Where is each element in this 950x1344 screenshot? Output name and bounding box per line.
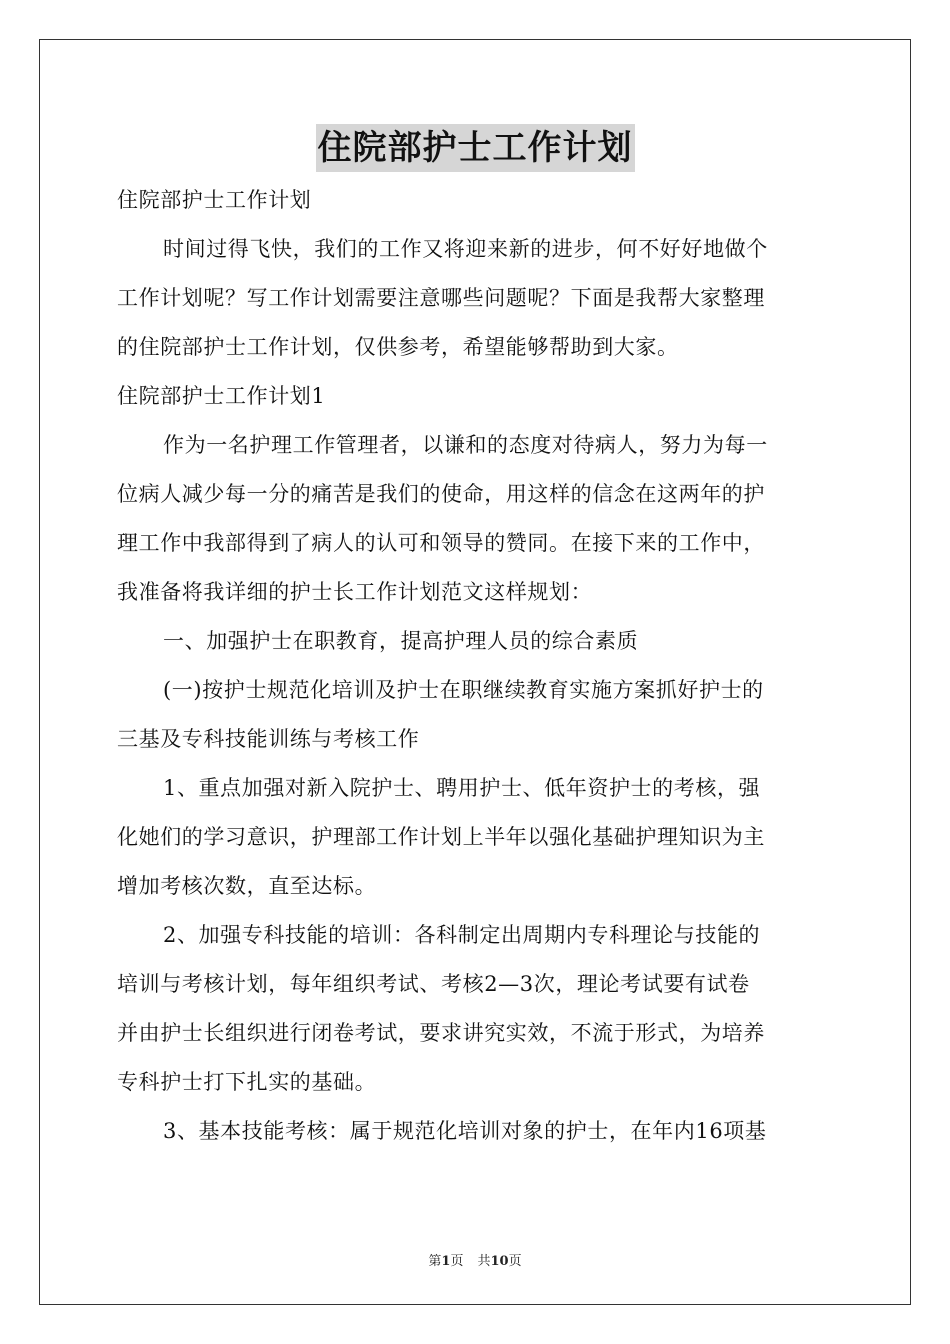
text-line: 理工作中我部得到了病人的认可和领导的赞同。在接下来的工作中，	[117, 531, 765, 555]
page-total-suffix: 页	[508, 1254, 522, 1269]
text-line: 1、重点加强对新入院护士、聘用护士、低年资护士的考核，强	[163, 776, 761, 800]
text-line: 培训与考核计划，每年组织考试、考核2—3次，理论考试要有试卷	[117, 972, 750, 996]
text-line: 住院部护士工作计划1	[117, 384, 326, 408]
text-line: 时间过得飞快，我们的工作又将迎来新的进步，何不好好地做个	[163, 237, 768, 261]
text-line: 三基及专科技能训练与考核工作	[117, 727, 420, 751]
text-line: 一、加强护士在职教育，提高护理人员的综合素质	[163, 629, 639, 653]
page-total-count: 10	[490, 1254, 509, 1269]
text-line: 并由护士长组织进行闭卷考试，要求讲究实效，不流于形式，为培养	[117, 1021, 765, 1045]
text-line: 位病人减少每一分的痛苦是我们的使命，用这样的信念在这两年的护	[117, 482, 765, 506]
text-line: 2、加强专科技能的培训：各科制定出周期内专科理论与技能的	[163, 923, 761, 947]
text-line: 我准备将我详细的护士长工作计划范文这样规划：	[117, 580, 593, 604]
text-line: (一)按护士规范化培训及护士在职继续教育实施方案抓好护士的	[163, 678, 764, 702]
text-line: 作为一名护理工作管理者，以谦和的态度对待病人，努力为每一	[163, 433, 768, 457]
text-line: 专科护士打下扎实的基础。	[117, 1070, 377, 1094]
page-number-current: 1	[441, 1254, 451, 1269]
document-body	[117, 176, 833, 1156]
page-footer	[0, 1250, 950, 1269]
text-line: 化她们的学习意识，护理部工作计划上半年以强化基础护理知识为主	[117, 825, 765, 849]
text-line: 增加考核次数，直至达标。	[117, 874, 377, 898]
document-title: 住院部护士工作计划	[316, 124, 635, 172]
text-line: 住院部护士工作计划	[117, 188, 312, 212]
text-line: 3、基本技能考核：属于规范化培训对象的护士，在年内16项基	[163, 1119, 767, 1143]
page-total-prefix: 共	[477, 1254, 491, 1269]
page-number-prefix: 第	[428, 1254, 442, 1269]
title-container	[0, 124, 950, 172]
text-line: 工作计划呢？写工作计划需要注意哪些问题呢？下面是我帮大家整理	[117, 286, 765, 310]
text-line: 的住院部护士工作计划，仅供参考，希望能够帮助到大家。	[117, 335, 679, 359]
page-number-suffix: 页	[450, 1254, 464, 1269]
